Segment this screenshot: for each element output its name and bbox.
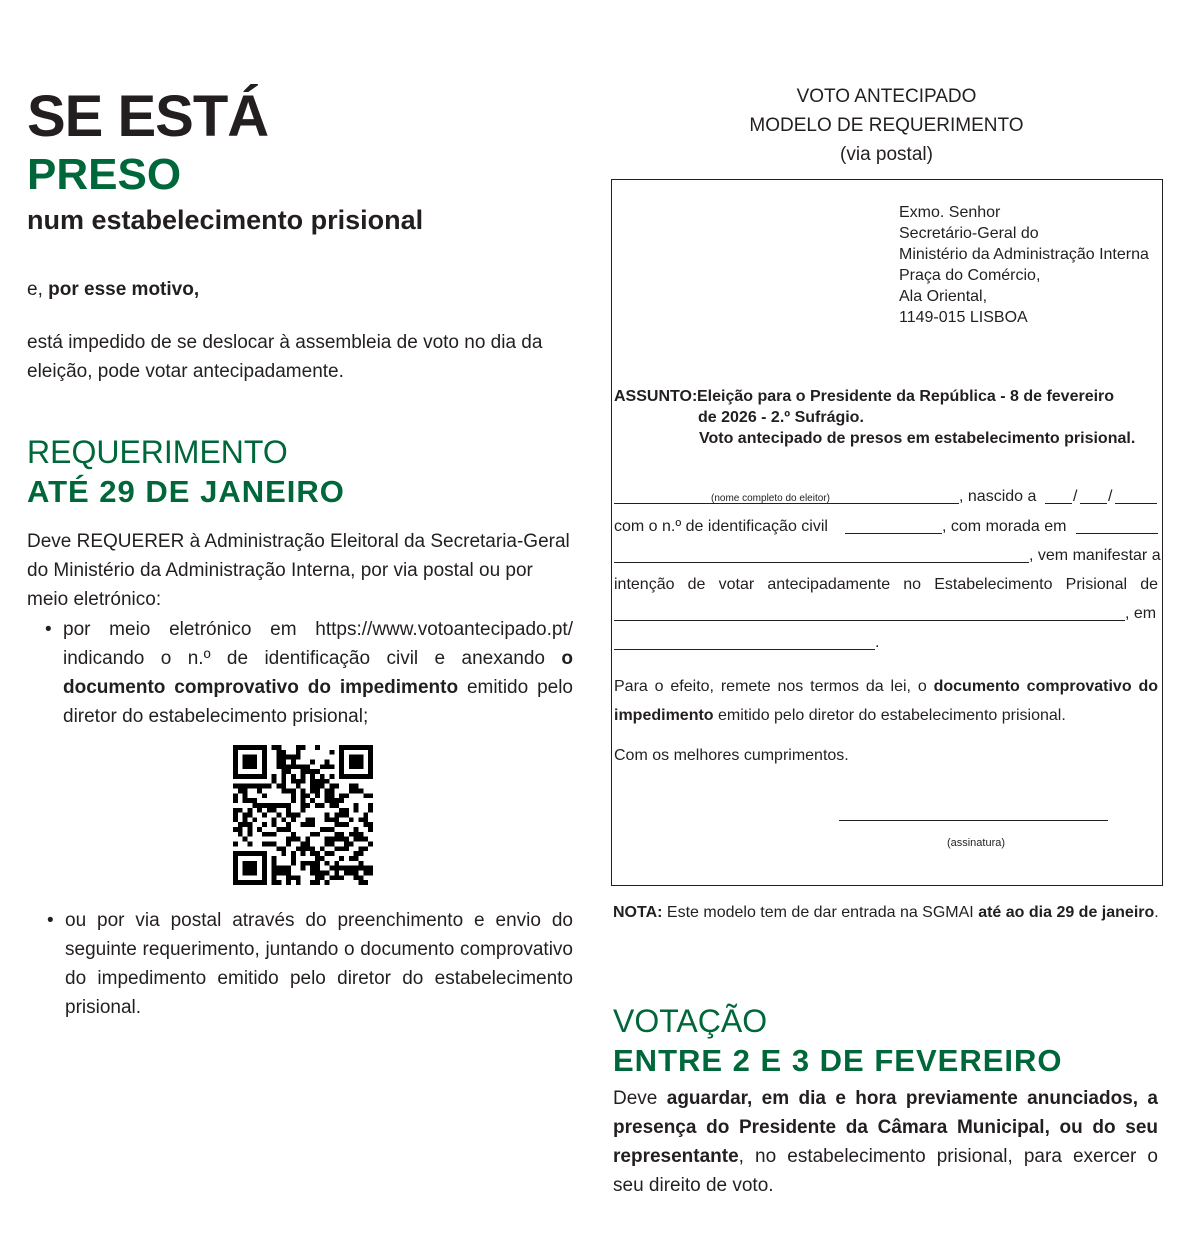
bullet-postal: [47, 906, 573, 1022]
bullet-electronic: [45, 615, 573, 731]
address-line: Ala Oriental,: [899, 288, 988, 305]
address-line: Exmo. Senhor: [899, 204, 1001, 221]
form-header: [611, 82, 1162, 169]
cumprimentos: Com os melhores cumprimentos.: [614, 747, 849, 764]
bullet-dot: •: [47, 910, 54, 931]
subject-line: Eleição para o Presidente da República - 8 de fevereiro: [697, 388, 1115, 405]
subject-line: de 2026 - 2.º Sufrágio.: [698, 409, 864, 426]
intro-text: está impedido de se deslocar à assembleia de voto no dia da eleição, pode votar antecipadamente.: [27, 332, 543, 382]
subject-label: ASSUNTO:: [614, 388, 698, 405]
id-label: com o n.º de identificação civil: [614, 518, 828, 535]
votacao-dates: ENTRE 2 E 3 DE FEVEREIRO: [613, 1043, 1063, 1078]
address-line: Praça do Comércio,: [899, 267, 1041, 284]
bullet-dot: •: [45, 619, 52, 640]
birth-year-field[interactable]: [1115, 503, 1157, 504]
bullet1-bold: o documento comprovativo do impedimento: [63, 648, 573, 698]
bullet1-text-b: emitido pelo diretor do estabelecimento prisional;: [63, 677, 573, 727]
morada-field-continued[interactable]: [614, 562, 1029, 563]
intro-bold: por esse motivo,: [48, 279, 200, 300]
requerimento-body: Deve REQUERER à Administração Eleitoral da Secretaria-Geral do Ministério da Administração Interna, por via postal ou por meio eletrónico:: [27, 531, 570, 610]
birth-month-field[interactable]: [1080, 503, 1107, 504]
id-field[interactable]: [845, 533, 942, 534]
intro-line: [27, 276, 199, 304]
prison-field[interactable]: [614, 620, 1125, 621]
nota-bold: até ao dia 29 de janeiro: [978, 904, 1155, 921]
form-subtitle: MODELO DE REQUERIMENTO: [749, 115, 1024, 136]
nota-label: NOTA:: [613, 904, 663, 921]
signature-label: (assinatura): [946, 837, 1006, 849]
subject-line: Voto antecipado de presos em estabelecimento prisional.: [699, 430, 1136, 447]
address-line: Secretário-Geral do: [899, 225, 1039, 242]
nota-text: Este modelo tem de dar entrada na SGMAI: [662, 904, 979, 921]
heading-preso: PRESO: [27, 150, 182, 199]
address-line: 1149-015 LISBOA: [899, 309, 1028, 326]
bullet1-text-a: por meio eletrónico em https://www.votoantecipado.pt/ indicando o n.º de identificação civil e anexando: [63, 619, 573, 669]
signature-field[interactable]: [839, 820, 1108, 821]
heading-estabelecimento: num estabelecimento prisional: [27, 205, 424, 235]
morada-field[interactable]: [1076, 533, 1158, 534]
form-via: (via postal): [840, 144, 933, 165]
em-label: , em: [1125, 605, 1157, 622]
nota: [613, 902, 1159, 924]
efeito-suffix: emitido pelo diretor do estabelecimento prisional.: [713, 707, 1066, 724]
address-line: Ministério da Administração Interna: [899, 246, 1149, 263]
intencao-label: intenção de votar antecipadamente no Estabelecimento Prisional de: [614, 576, 1158, 593]
form-title: VOTO ANTECIPADO: [796, 86, 977, 107]
votacao-bold: aguardar, em dia e hora previamente anunciados, a presença do Presidente da Câmara Municipal, ou do seu representante: [613, 1088, 1158, 1167]
slash: /: [1108, 488, 1113, 505]
period: .: [875, 634, 880, 651]
intro-prefix: e,: [27, 279, 49, 300]
recipient-address: [899, 202, 1149, 328]
votacao-body: [613, 1084, 1158, 1200]
efeito-prefix: Para o efeito, remete nos termos da lei, o: [614, 678, 934, 695]
votacao-prefix: Deve: [613, 1088, 667, 1109]
nota-end: .: [1154, 904, 1159, 921]
efeito-paragraph: [614, 672, 1158, 730]
requerimento-title: REQUERIMENTO: [27, 434, 288, 470]
nascido-label: , nascido a: [959, 488, 1037, 505]
name-hint: (nome completo do eleitor): [711, 493, 830, 504]
bullet2-text: ou por via postal através do preenchimento e envio do seguinte requerimento, juntando o documento comprovativo do impedimento emitido pelo diretor do estabelecimento prisional.: [65, 910, 573, 1018]
requerimento-date: ATÉ 29 DE JANEIRO: [27, 474, 345, 509]
manifestar-label: , vem manifestar a: [1029, 547, 1161, 564]
qr-code-icon[interactable]: [233, 745, 373, 885]
heading-se-esta: SE ESTÁ: [27, 84, 269, 149]
votacao-suffix: , no estabelecimento prisional, para exercer o seu direito de voto.: [613, 1146, 1158, 1196]
efeito-bold: documento comprovativo do impedimento: [614, 678, 1158, 724]
place-field[interactable]: [614, 649, 875, 650]
birth-day-field[interactable]: [1045, 503, 1072, 504]
morada-label: , com morada em: [942, 518, 1067, 535]
slash: /: [1073, 488, 1078, 505]
votacao-title: VOTAÇÃO: [613, 1003, 768, 1039]
